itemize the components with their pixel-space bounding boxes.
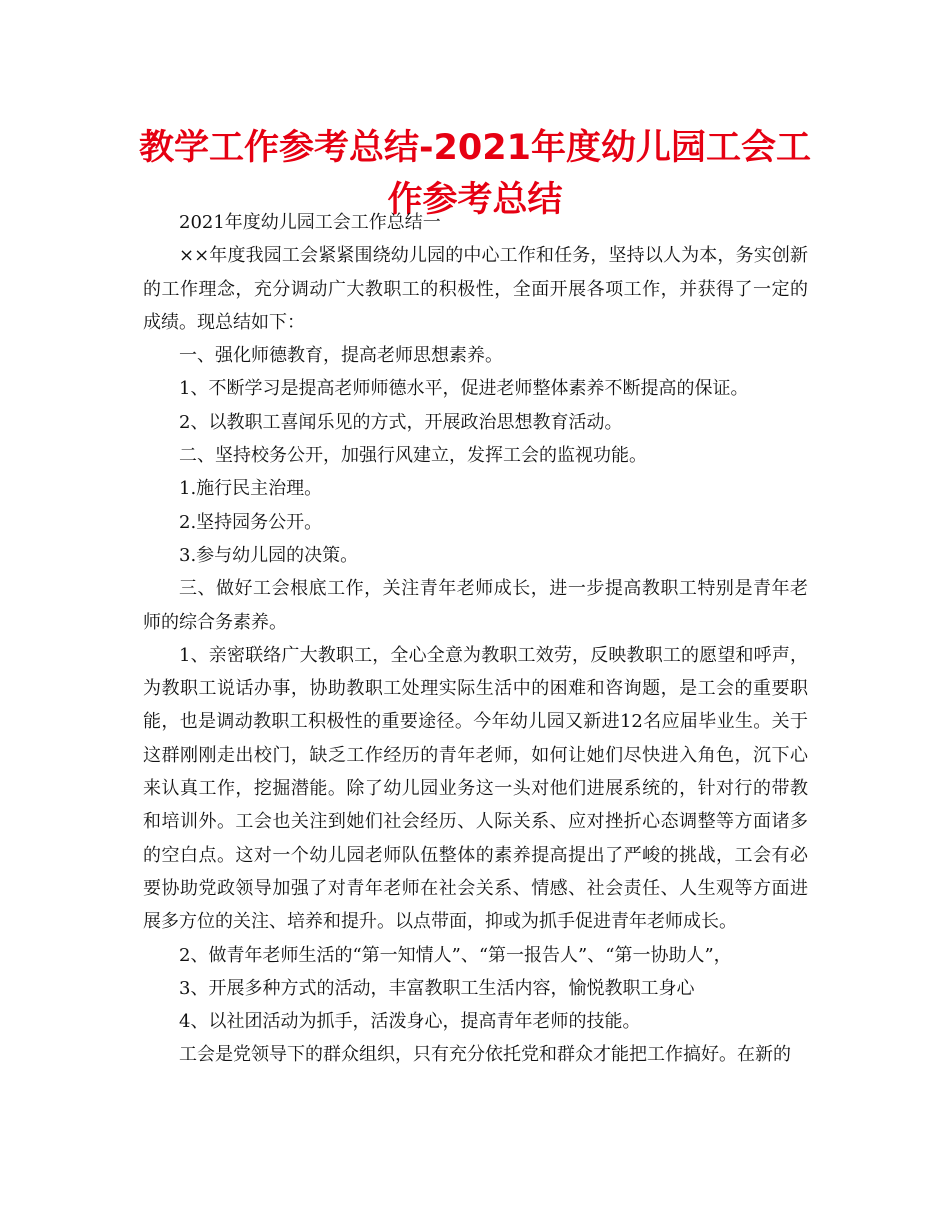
paragraph-item: 1.施行民主治理。 bbox=[179, 478, 323, 500]
paragraph-item: 3、开展多种方式的活动，丰富教职工生活内容，愉悦教职工身心 bbox=[179, 977, 695, 999]
paragraph-closing: 工会是党领导下的群众组织，只有充分依托党和群众才能把工作搞好。在新的 bbox=[179, 1044, 791, 1066]
document-title: 教学工作参考总结-2021年度幼儿园工会工作参考总结 bbox=[139, 128, 811, 220]
paragraph-item: 2.坚持园务公开。 bbox=[179, 511, 323, 533]
paragraph-section-1: 一、强化师德教育，提高老师思想素养。 bbox=[179, 345, 503, 367]
paragraph-item: 1、亲密联络广大教职工，全心全意为教职工效劳，反映教职工的愿望和呼声，为教职工说话办事，协助教职工处理实际生活中的困难和咨询题，是工会的重要职能，也是调动教职工积极性的重要途径。今年幼儿园又新进12名应届毕业生。关于这群刚刚走出校门，缺乏工作经历的青年老师，如何让她们尽快进入角色，沉下心来认真工作，挖掘潜能。除了幼儿园业务这一头对他们进展系统的，针对行的带教和培训外。工会也关注到她们社会经历、人际关系、应对挫折心态调整等方面诸多的空白点。这对一个幼儿园老师队伍整体的素养提高提出了严峻的挑战，工会有必要协助党政领导加强了对青年老师在社会关系、情感、社会责任、人生观等方面进展多方位的关注、培养和提升。以点带面，抑或为抓手促进青年老师成长。 bbox=[143, 644, 808, 933]
paragraph-item: 3.参与幼儿园的决策。 bbox=[179, 544, 359, 566]
paragraph-item: 2、以教职工喜闻乐见的方式，开展政治思想教育活动。 bbox=[179, 411, 623, 433]
paragraph-section-2: 二、坚持校务公开，加强行风建立，发挥工会的监视功能。 bbox=[179, 445, 647, 467]
paragraph-item: 1、不断学习是提高老师师德水平，促进老师整体素养不断提高的保证。 bbox=[179, 378, 749, 400]
paragraph-item: 2、做青年老师生活的“第一知情人”、“第一报告人”、“第一协助人”， bbox=[179, 944, 732, 966]
paragraph-subtitle: 2021年度幼儿园工会工作总结一 bbox=[179, 212, 441, 233]
paragraph-section-3: 三、做好工会根底工作，关注青年老师成长，进一步提高教职工特别是青年老师的综合务素养。 bbox=[143, 578, 808, 633]
paragraph-intro: ××年度我园工会紧紧围绕幼儿园的中心工作和任务，坚持以人为本，务实创新的工作理念，充分调动广大教职工的积极性，全面开展各项工作，并获得了一定的成绩。现总结如下： bbox=[143, 245, 808, 333]
document-body bbox=[143, 206, 808, 1072]
paragraph-item: 4、以社团活动为抓手，活泼身心，提高青年老师的技能。 bbox=[179, 1011, 641, 1033]
